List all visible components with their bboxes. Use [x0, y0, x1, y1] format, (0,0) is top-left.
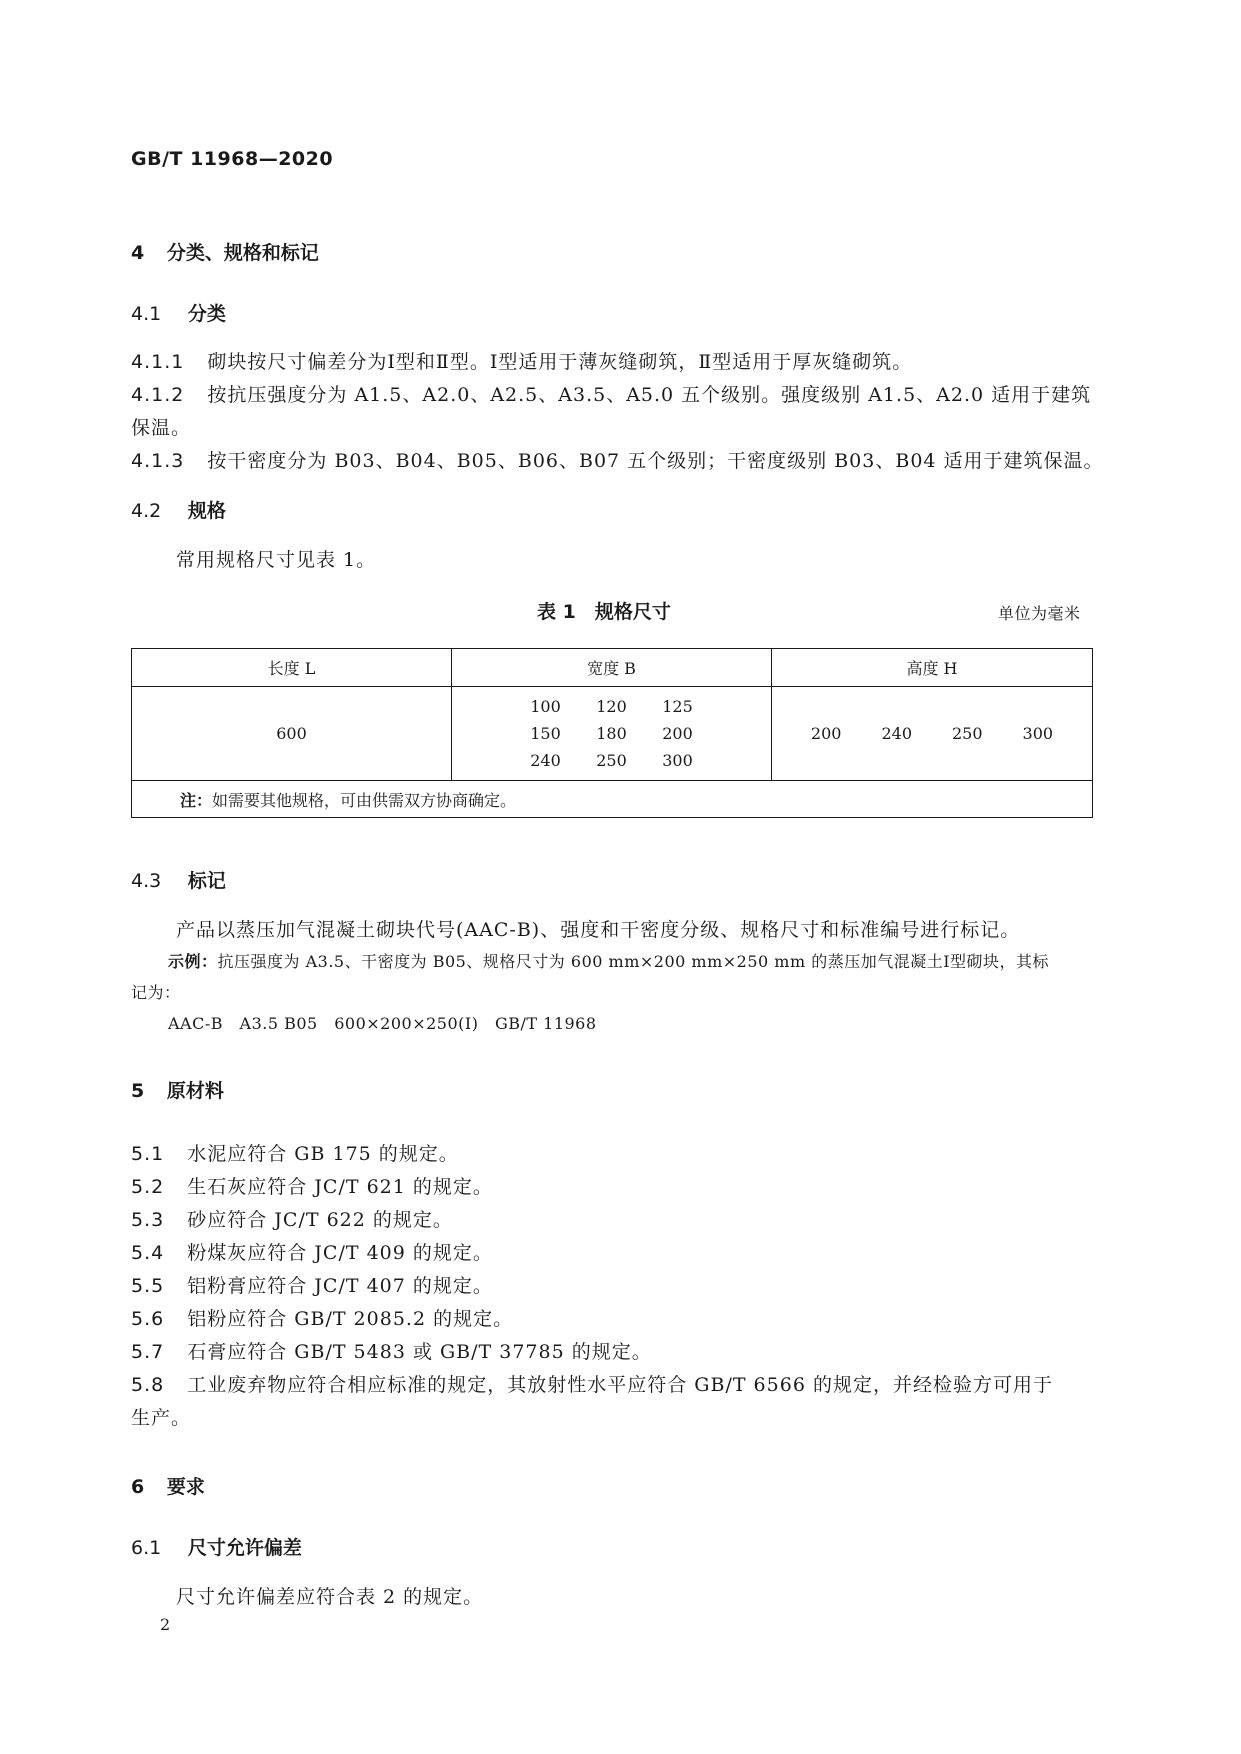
section-4-heading	[131, 238, 319, 265]
material-5-8	[131, 1370, 1053, 1397]
standard-code: GB/T 11968—2020	[131, 148, 334, 170]
section-number: 4.2	[131, 500, 162, 522]
section-number: 4	[131, 242, 145, 264]
clause-text: 按干密度分为 B03、B04、B05、B06、B07 五个级别；干密度级别 B03、B04 适用于建筑保温。	[207, 450, 1104, 472]
width-value: 200	[662, 724, 693, 743]
section-6-1-text: 尺寸允许偏差应符合表 2 的规定。	[176, 1586, 484, 1608]
width-value: 250	[596, 751, 627, 770]
width-value: 125	[662, 697, 693, 716]
width-value: 100	[530, 697, 561, 716]
width-value: 300	[662, 751, 693, 770]
material-5-6	[131, 1304, 513, 1331]
marking-example: AAC-B A3.5 B05 600×200×250(Ⅰ) GB/T 11968	[168, 1014, 597, 1033]
section-number: 6.1	[131, 1537, 162, 1559]
material-5-1	[131, 1139, 459, 1166]
height-value: 300	[1022, 724, 1054, 743]
height-value: 250	[952, 724, 983, 743]
table-1	[131, 648, 1093, 818]
material-5-4	[131, 1238, 493, 1265]
material-5-7	[131, 1337, 652, 1364]
section-4-2-heading	[131, 496, 226, 523]
clause-text: 生石灰应符合 JC/T 621 的规定。	[187, 1176, 493, 1198]
section-number: 6	[131, 1476, 145, 1498]
clause-4-1-2	[131, 380, 1091, 407]
section-4-3-heading	[131, 866, 226, 893]
section-title: 原材料	[166, 1080, 224, 1102]
section-4-2-intro: 常用规格尺寸见表 1。	[176, 549, 377, 571]
clause-4-1-2-cont: 保温。	[131, 417, 192, 439]
width-value: 120	[596, 697, 627, 716]
header-height: 高度 H	[772, 649, 1093, 687]
width-value: 180	[596, 724, 627, 743]
page-number: 2	[160, 1615, 171, 1634]
width-value: 150	[530, 724, 561, 743]
section-5-heading	[131, 1076, 224, 1103]
table-1-caption: 表 1 规格尺寸	[537, 601, 671, 623]
cell-heights	[772, 687, 1093, 781]
width-value: 240	[530, 751, 561, 770]
clause-number: 5.1	[131, 1143, 165, 1165]
section-4-3-text: 产品以蒸压加气混凝土砌块代号(AAC-B)、强度和干密度分级、规格尺寸和标准编号进行标记。	[176, 919, 1021, 941]
material-5-2	[131, 1172, 493, 1199]
example-label: 示例：	[168, 952, 218, 971]
section-4-1-heading	[131, 299, 226, 326]
section-6-1-heading	[131, 1533, 302, 1560]
header-width: 宽度 B	[452, 649, 772, 687]
section-number: 4.1	[131, 303, 162, 325]
clause-number: 5.8	[131, 1374, 165, 1396]
clause-text: 砌块按尺寸偏差分为Ⅰ型和Ⅱ型。Ⅰ型适用于薄灰缝砌筑，Ⅱ型适用于厚灰缝砌筑。	[207, 351, 913, 373]
clause-text: 铝粉膏应符合 JC/T 407 的规定。	[187, 1275, 493, 1297]
height-value: 240	[881, 724, 912, 743]
material-5-3	[131, 1205, 453, 1232]
section-6-heading	[131, 1472, 205, 1499]
clause-number: 5.2	[131, 1176, 165, 1198]
note-text: 如需要其他规格，可由供需双方协商确定。	[212, 790, 517, 810]
table-note	[132, 781, 1093, 818]
cell-widths	[452, 687, 772, 781]
clause-number: 4.1.2	[131, 384, 185, 406]
clause-text: 铝粉应符合 GB/T 2085.2 的规定。	[187, 1308, 514, 1330]
clause-4-1-1	[131, 347, 912, 374]
clause-text: 石膏应符合 GB/T 5483 或 GB/T 37785 的规定。	[187, 1341, 652, 1363]
material-5-8-cont: 生产。	[131, 1407, 192, 1429]
example-text: 抗压强度为 A3.5、干密度为 B05、规格尺寸为 600 mm×200 mm×250 mm 的蒸压加气混凝土Ⅰ型砌块，其标	[217, 952, 1050, 971]
section-title: 标记	[187, 870, 226, 892]
table-1-unit: 单位为毫米	[998, 604, 1081, 623]
example-line-2: 记为：	[131, 983, 181, 1002]
section-title: 要求	[166, 1476, 205, 1498]
section-title: 尺寸允许偏差	[187, 1537, 302, 1559]
section-title: 规格	[187, 500, 226, 522]
example-line-1	[168, 949, 1049, 972]
clause-number: 5.4	[131, 1242, 165, 1264]
clause-4-1-3	[131, 446, 1104, 473]
clause-text: 粉煤灰应符合 JC/T 409 的规定。	[187, 1242, 493, 1264]
clause-number: 5.3	[131, 1209, 165, 1231]
section-title: 分类	[187, 303, 226, 325]
section-number: 5	[131, 1080, 145, 1102]
header-length: 长度 L	[132, 649, 452, 687]
height-value: 200	[810, 724, 842, 743]
clause-text: 按抗压强度分为 A1.5、A2.0、A2.5、A3.5、A5.0 五个级别。强度级别 A1.5、A2.0 适用于建筑	[207, 384, 1092, 406]
clause-number: 4.1.3	[131, 450, 185, 472]
clause-text: 工业废弃物应符合相应标准的规定，其放射性水平应符合 GB/T 6566 的规定，并经检验方可用于	[187, 1374, 1053, 1396]
section-number: 4.3	[131, 870, 162, 892]
clause-text: 砂应符合 JC/T 622 的规定。	[187, 1209, 453, 1231]
cell-length: 600	[132, 687, 452, 781]
clause-number: 4.1.1	[131, 351, 185, 373]
clause-number: 5.6	[131, 1308, 165, 1330]
clause-number: 5.7	[131, 1341, 165, 1363]
note-label: 注：	[180, 790, 213, 810]
material-5-5	[131, 1271, 493, 1298]
clause-number: 5.5	[131, 1275, 165, 1297]
section-title: 分类、规格和标记	[166, 242, 319, 264]
clause-text: 水泥应符合 GB 175 的规定。	[187, 1143, 459, 1165]
